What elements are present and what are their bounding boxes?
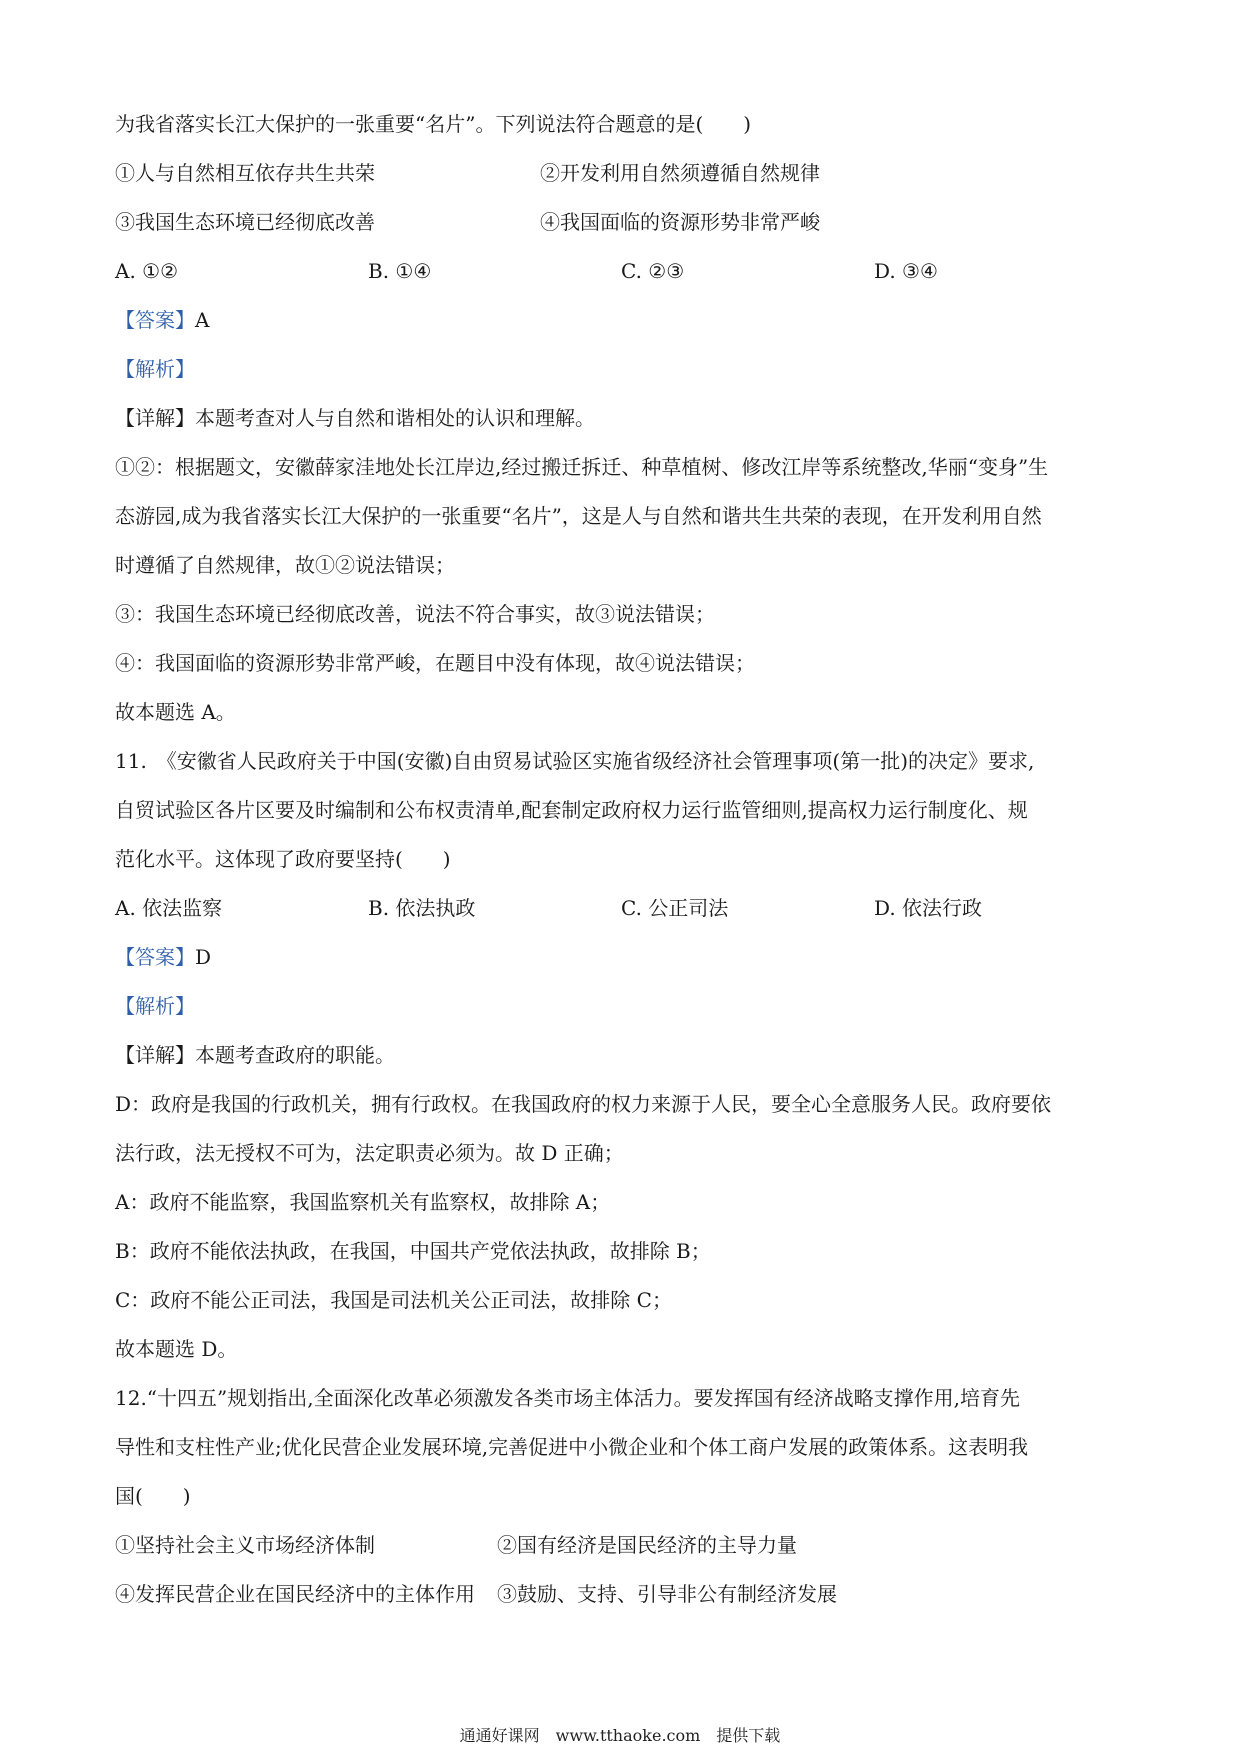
q10-conclusion: 故本题选 A。: [115, 700, 236, 724]
q10-answer-value: A: [195, 308, 210, 332]
q10-detail-tag: 【详解】: [115, 406, 195, 430]
q11-option-d: D. 依法行政: [874, 896, 983, 920]
q10-explanation-line: ④：我国面临的资源形势非常严峻，在题目中没有体现，故④说法错误；: [115, 651, 755, 675]
q10-item-3: ③我国生态环境已经彻底改善: [115, 210, 375, 234]
q10-option-c: C. ②③: [621, 259, 685, 283]
q10-answer-tag: 【答案】: [115, 308, 195, 332]
q11-explanation-line: C：政府不能公正司法，我国是司法机关公正司法，故排除 C；: [115, 1288, 672, 1312]
q10-answer: [115, 296, 1140, 345]
q10-option-d: D. ③④: [874, 259, 938, 283]
q10-explanation-line: 时遵循了自然规律，故①②说法错误；: [115, 553, 455, 577]
q10-explanation-line: 态游园,成为我省落实长江大保护的一张重要“名片”，这是人与自然和谐共生共荣的表现，在开发利用自然: [115, 504, 1042, 528]
q10-item-2: ②开发利用自然须遵循自然规律: [540, 161, 820, 185]
q10-explanation-line: ①②：根据题文，安徽薛家洼地处长江岸边,经过搬迁拆迁、种草植树、修改江岸等系统整改,华丽“变身”生: [115, 455, 1049, 479]
document-page: [115, 100, 1140, 1619]
q11-stem-line: 范化水平。这体现了政府要坚持( ): [115, 847, 451, 871]
q11-detail-tag: 【详解】: [115, 1043, 195, 1067]
q10-items-row-1: [115, 149, 1140, 198]
q11-option-a: A. 依法监察: [115, 896, 223, 920]
q11-detail: [115, 1031, 1140, 1080]
q10-analysis-tag: 【解析】: [115, 357, 195, 381]
q11-analysis: [115, 982, 1140, 1031]
q11-detail-text: 本题考查政府的职能。: [195, 1043, 395, 1067]
q10-stem-tail: 为我省落实长江大保护的一张重要“名片”。下列说法符合题意的是( ): [115, 112, 752, 136]
q12-stem-line: 导性和支柱性产业;优化民营企业发展环境,完善促进中小微企业和个体工商户发展的政策体系。这表明我: [115, 1435, 1029, 1459]
q12-stem-line: 国( ): [115, 1484, 191, 1508]
q11-stem-line: 11. 《安徽省人民政府关于中国(安徽)自由贸易试验区实施省级经济社会管理事项(第一批)的决定》要求,: [115, 749, 1035, 773]
q12-items-row-1: [115, 1521, 1140, 1570]
q12-item-1: ①坚持社会主义市场经济体制: [115, 1533, 375, 1557]
q11-explanation-line: 法行政，法无授权不可为，法定职责必须为。故 D 正确；: [115, 1141, 624, 1165]
q12-item-4: ④发挥民营企业在国民经济中的主体作用: [115, 1582, 475, 1606]
q11-answer: [115, 933, 1140, 982]
q11-stem-line: 自贸试验区各片区要及时编制和公布权责清单,配套制定政府权力运行监管细则,提高权力运行制度化、规: [115, 798, 1028, 822]
q10-option-a: A. ①②: [115, 259, 179, 283]
q11-explanation-line: D：政府是我国的行政机关，拥有行政权。在我国政府的权力来源于人民，要全心全意服务人民。政府要依: [115, 1092, 1052, 1116]
q12-item-2: ②国有经济是国民经济的主导力量: [497, 1533, 797, 1557]
q10-explanation-line: ③：我国生态环境已经彻底改善，说法不符合事实，故③说法错误；: [115, 602, 715, 626]
q11-conclusion: 故本题选 D。: [115, 1337, 238, 1361]
q10-option-b: B. ①④: [368, 259, 432, 283]
q10-options: [115, 247, 1140, 296]
q11-explanation-line: B：政府不能依法执政，在我国，中国共产党依法执政，故排除 B；: [115, 1239, 711, 1263]
q10-item-4: ④我国面临的资源形势非常严峻: [540, 210, 820, 234]
q11-answer-value: D: [195, 945, 212, 969]
q10-analysis: [115, 345, 1140, 394]
q12-item-3: ③鼓励、支持、引导非公有制经济发展: [497, 1582, 837, 1606]
q11-option-b: B. 依法执政: [368, 896, 476, 920]
q11-answer-tag: 【答案】: [115, 945, 195, 969]
q11-explanation-line: A：政府不能监察，我国监察机关有监察权，故排除 A；: [115, 1190, 611, 1214]
q12-items-row-2: [115, 1570, 1140, 1619]
q11-options: [115, 884, 1140, 933]
q11-option-c: C. 公正司法: [621, 896, 729, 920]
q10-detail: [115, 394, 1140, 443]
q10-items-row-2: [115, 198, 1140, 247]
q10-detail-text: 本题考查对人与自然和谐相处的认识和理解。: [195, 406, 595, 430]
q10-item-1: ①人与自然相互依存共生共荣: [115, 161, 375, 185]
q11-analysis-tag: 【解析】: [115, 994, 195, 1018]
page-footer: 通通好课网 www.tthaoke.com 提供下载: [459, 1726, 781, 1745]
q12-stem-line: 12.“十四五”规划指出,全面深化改革必须激发各类市场主体活力。要发挥国有经济战略支撑作用,培育先: [115, 1386, 1020, 1410]
